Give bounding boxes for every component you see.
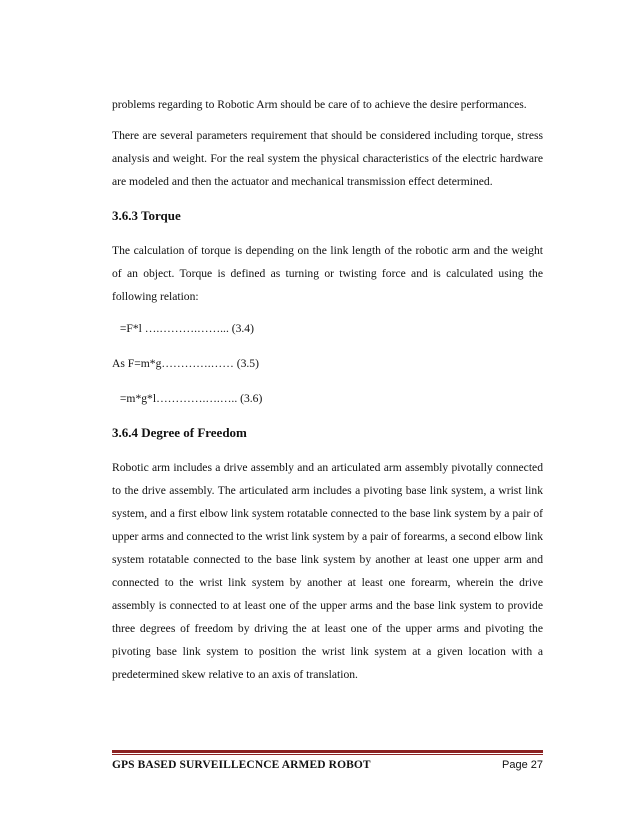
page-number: Page 27	[502, 759, 543, 771]
dof-paragraph: Robotic arm includes a drive assembly and an articulated arm assembly pivotally connected to the drive assembly. The articulated arm includes a pivoting base link system, a wrist link system, and a first elbow link system rotatable connected to the base link system by a pair of upper arms and connected to the wrist link system by a pair of forearms, a second elbow link system rotatable connected to the base link system by another at least one upper arm and connected to the wrist link system by another at least one forearm, wherein the drive assembly is connected to at least one of the upper arms and the base link system to provide three degrees of freedom by driving the at least one of the upper arms and pivoting the pivoting base link system to position the wrist link system at a given location with a predetermined skew relative to an axis of translation.	[112, 461, 543, 681]
equation-3-4: =F*l ….……….……... (3.4)	[117, 322, 254, 335]
page-footer	[112, 750, 543, 771]
torque-paragraph: The calculation of torque is depending on the link length of the robotic arm and the weight of an object. Torque is defined as turning or twisting force and is calculated using the following relation:	[112, 244, 543, 303]
dof-heading: 3.6.4 Degree of Freedom	[112, 425, 247, 440]
torque-equations	[112, 317, 543, 410]
footer-rule-thin	[112, 754, 543, 755]
footer-rule-thick	[112, 750, 543, 753]
intro-paragraph: problems regarding to Robotic Arm should be care of to achieve the desire performances.	[112, 98, 527, 111]
document-body	[112, 93, 543, 695]
equation-3-6: =m*g*l………….….….. (3.6)	[117, 392, 263, 405]
parameters-paragraph: There are several parameters requirement that should be considered including torque, stress analysis and weight. For the real system the physical characteristics of the electric hardware are modeled and then the actuator and mechanical transmission effect determined.	[112, 129, 543, 188]
footer-title: GPS BASED SURVEILLECNCE ARMED ROBOT	[112, 759, 371, 771]
torque-heading: 3.6.3 Torque	[112, 208, 181, 223]
equation-3-5: As F=m*g………….…… (3.5)	[112, 357, 259, 370]
